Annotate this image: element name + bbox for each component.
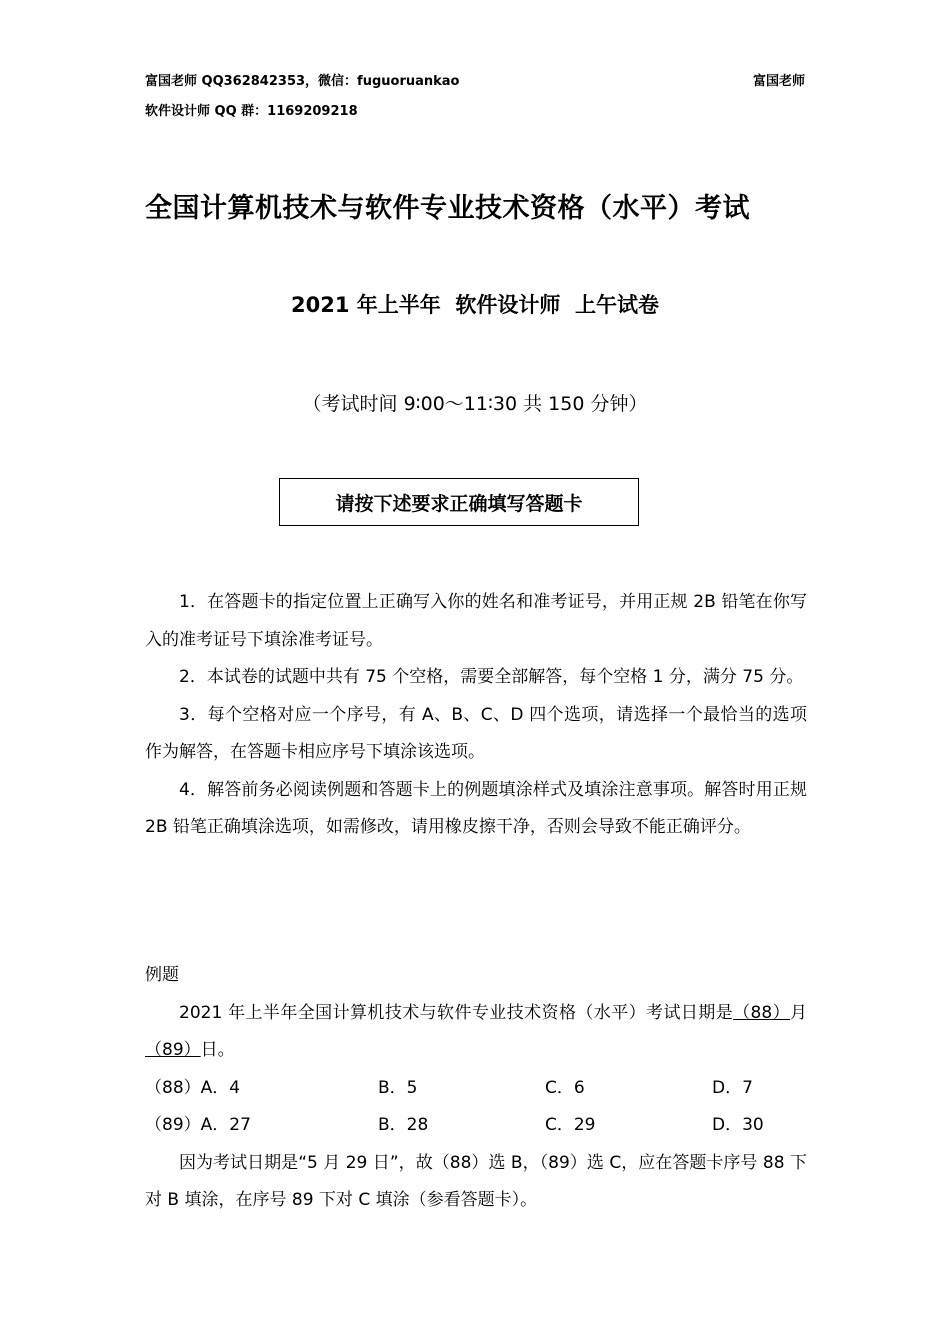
question-text: 日。 <box>200 1040 235 1060</box>
example-label: 例题 <box>145 965 179 985</box>
option-number: （89） <box>145 1115 201 1135</box>
question-text: 月 <box>790 1002 807 1023</box>
option-a <box>145 1107 378 1145</box>
blank-89: （89） <box>145 1040 201 1060</box>
option-b: B．5 <box>378 1077 418 1098</box>
instruction-item: 4．解答前务必阅读例题和答题卡上的例题填涂样式及填涂注意事项。解答时用正规 2B 铅笔正确填涂选项，如需修改，请用橡皮擦干净，否则会导致不能正确评分。 <box>145 779 807 837</box>
option-number: （88） <box>145 1077 201 1098</box>
option-a <box>145 1070 378 1108</box>
option-a-text: A．4 <box>200 1077 241 1098</box>
header-qq-group: 软件设计师 QQ 群：1169209218 <box>145 104 358 119</box>
header-contact: 富国老师 QQ362842353，微信：fuguoruankao <box>145 74 460 89</box>
option-d: D．7 <box>712 1077 753 1098</box>
option-b: B．28 <box>378 1115 429 1135</box>
instruction-item: 3．每个空格对应一个序号，有 A、B、C、D 四个选项，请选择一个最恰当的选项作为解答，在答题卡相应序号下填涂该选项。 <box>145 704 807 762</box>
options-row-88 <box>145 1070 807 1108</box>
header-author: 富国老师 <box>752 74 805 89</box>
example-question <box>145 995 807 1070</box>
exam-time: （考试时间 9∶00～11∶30 共 150 分钟） <box>302 393 648 415</box>
exam-subtitle: 2021 年上半年 软件设计师 上午试卷 <box>290 293 659 317</box>
question-text: 2021 年上半年全国计算机技术与软件专业技术资格（水平）考试日期是 <box>179 1002 734 1023</box>
example-section <box>145 957 807 1220</box>
instructions <box>145 584 807 847</box>
option-a-text: A．27 <box>200 1115 251 1135</box>
option-c: C．6 <box>545 1077 585 1098</box>
example-explanation: 因为考试日期是“5 月 29 日”，故（88）选 B，（89）选 C，应在答题卡序号 88 下对 B 填涂，在序号 89 下对 C 填涂（参看答题卡）。 <box>145 1152 807 1210</box>
option-d: D．30 <box>712 1115 764 1135</box>
exam-title: 全国计算机技术与软件专业技术资格（水平）考试 <box>145 193 750 224</box>
instruction-item: 2．本试卷的试题中共有 75 个空格，需要全部解答，每个空格 1 分，满分 75 分。 <box>179 667 804 687</box>
instruction-item: 1．在答题卡的指定位置上正确写入你的姓名和准考证号，并用正规 2B 铅笔在你写入的准考证号下填涂准考证号。 <box>145 592 807 650</box>
blank-88: （88） <box>733 1002 790 1023</box>
option-c: C．29 <box>545 1115 596 1135</box>
notice-box <box>279 478 639 526</box>
options-row-89 <box>145 1107 807 1145</box>
notice-text: 请按下述要求正确填写答题卡 <box>335 492 583 515</box>
